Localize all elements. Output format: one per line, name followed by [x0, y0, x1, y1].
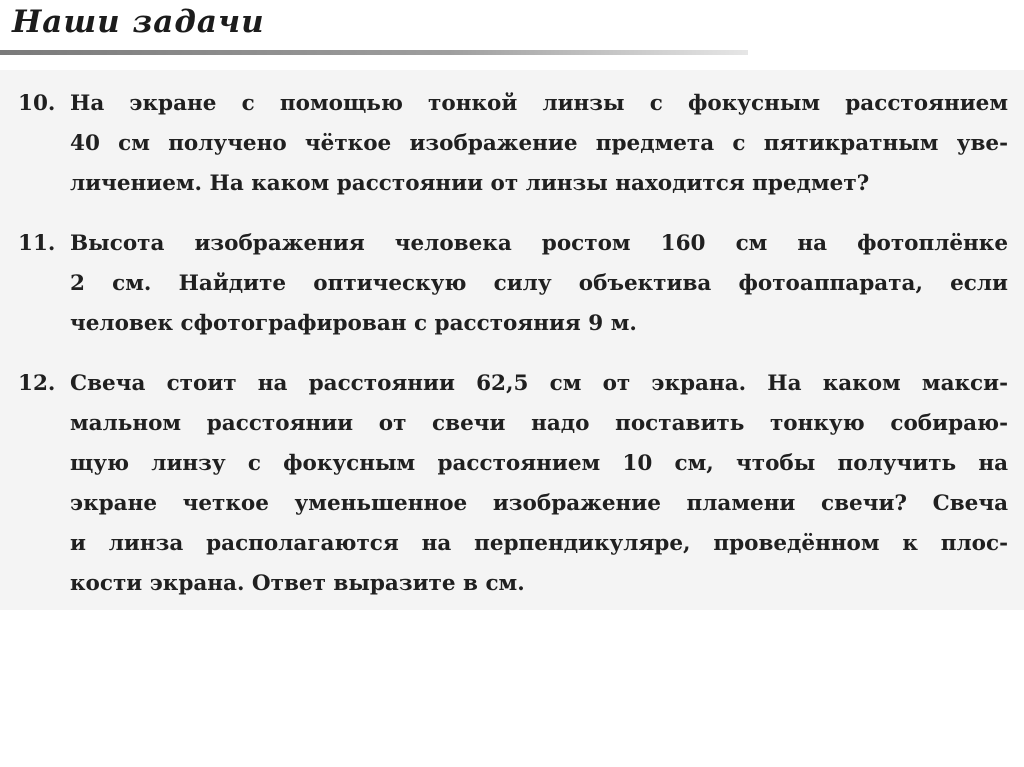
problem-text-line: экране четкое уменьшенное изображение пламени свечи? Свеча — [70, 491, 1008, 516]
slide-title: Наши задачи — [12, 4, 265, 40]
title-underline — [0, 50, 748, 55]
problem-text-line: и линза располагаются на перпендикуляре, проведённом к плос- — [70, 531, 1008, 556]
problem-text-line: щую линзу с фокусным расстоянием 10 см, чтобы получить на — [70, 451, 1008, 476]
problem-11 — [18, 224, 1008, 344]
problem-text-line: 2 см. Найдите оптическую силу объектива фотоаппарата, если — [70, 271, 1008, 296]
problem-text-line: мальном расстоянии от свечи надо поставить тонкую собираю- — [70, 411, 1008, 436]
problem-text-line: Высота изображения человека ростом 160 см на фотоплёнке — [70, 231, 1008, 256]
problem-10 — [18, 84, 1008, 204]
problem-text-line: человек сфотографирован с расстояния 9 м. — [70, 311, 637, 336]
problem-text-line: 40 см получено чёткое изображение предмета с пятикратным уве- — [70, 131, 1008, 156]
problem-text-line: На экране с помощью тонкой линзы с фокусным расстоянием — [70, 91, 1008, 116]
problem-text-line: кости экрана. Ответ выразите в см. — [70, 571, 525, 596]
problem-number: 10. — [18, 91, 56, 116]
problem-text-line: личением. На каком расстоянии от линзы находится предмет? — [70, 171, 870, 196]
problem-number: 11. — [18, 231, 56, 256]
problem-12 — [18, 364, 1008, 604]
problem-text-line: Свеча стоит на расстоянии 62,5 см от экрана. На каком макси- — [70, 371, 1008, 396]
problem-number: 12. — [18, 371, 56, 396]
